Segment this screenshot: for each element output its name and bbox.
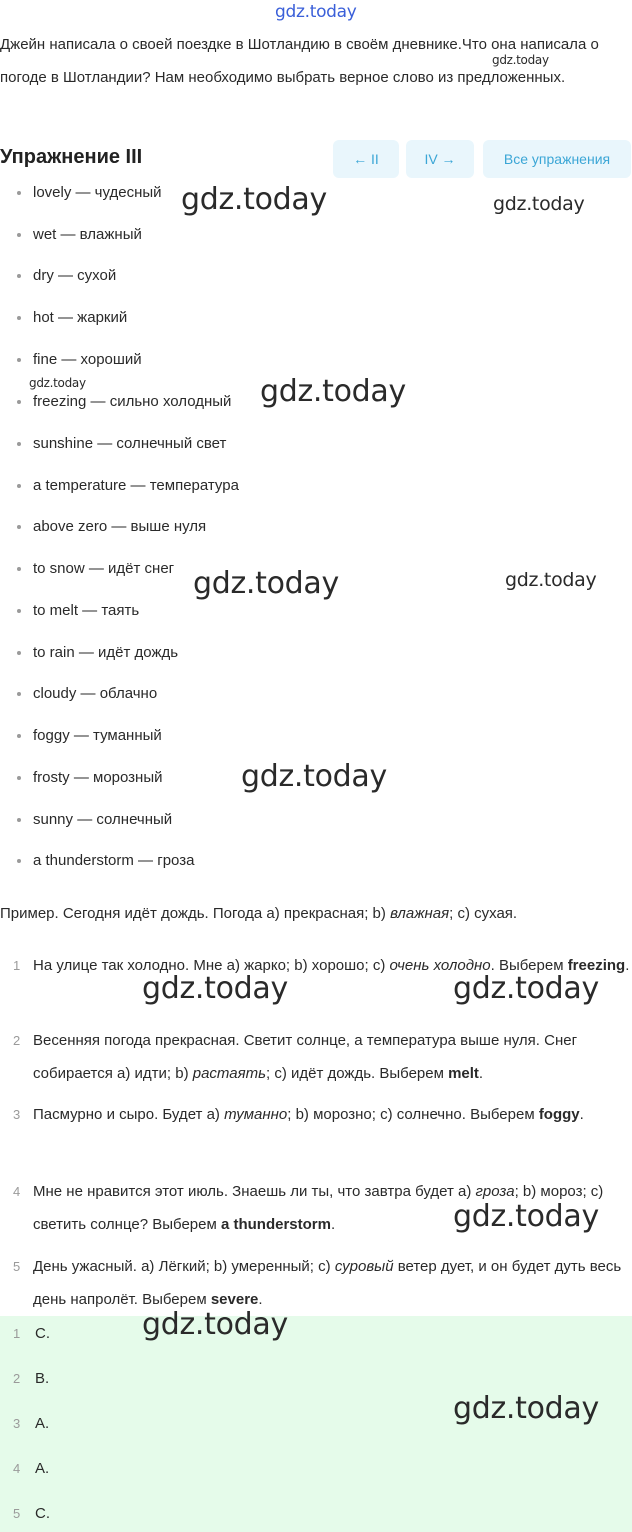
bullet-icon: [17, 400, 21, 404]
watermark: gdz.today: [142, 1307, 288, 1342]
bullet-icon: [17, 191, 21, 195]
task-text: [33, 1250, 630, 1316]
vocab-text: sunny — солнечный: [33, 811, 173, 828]
watermark: gdz.today: [29, 376, 86, 390]
task-italic: очень холодно: [389, 957, 491, 974]
site-logo[interactable]: gdz.today: [275, 2, 357, 22]
answer-text: C.: [35, 1505, 50, 1522]
task-number: 5: [13, 1259, 21, 1274]
answer-number: 3: [13, 1416, 21, 1431]
task-middle: ; c) идёт дождь. Выберем: [265, 1065, 449, 1082]
answer-number: 4: [13, 1461, 21, 1476]
bullet-icon: [17, 567, 21, 571]
vocab-text: cloudy — облачно: [33, 685, 158, 702]
task-after: .: [330, 1216, 336, 1233]
task-after: .: [258, 1291, 263, 1308]
bullet-icon: [17, 358, 21, 362]
vocab-text: to snow — идёт снег: [33, 560, 175, 577]
task-middle: ; b) мороз; c) светить солнце? Выберем: [33, 1183, 604, 1233]
answer-number: 1: [13, 1326, 21, 1341]
vocab-text: a thunderstorm — гроза: [33, 852, 195, 869]
task-number: 4: [13, 1184, 21, 1199]
bullet-icon: [17, 776, 21, 780]
task-before: Весенняя погода прекрасная. Светит солнце, а температура выше нуля. Снег собирается a) идти; b): [33, 1032, 578, 1082]
intro-text: Джейн написала о своей поездке в Шотландию в своём дневнике.Что она написала о погоде в Шотландии? Нам необходимо выбрать верное слово из предложенных.: [0, 36, 599, 86]
watermark: gdz.today: [453, 971, 599, 1006]
vocab-text: to rain — идёт дождь: [33, 644, 179, 661]
task-before: На улице так холодно. Мне a) жарко; b) хорошо; c): [33, 957, 390, 974]
vocab-text: sunshine — солнечный свет: [33, 435, 227, 452]
task-italic: растаять: [192, 1065, 266, 1082]
watermark: gdz.today: [493, 193, 585, 215]
all-exercises-button[interactable]: Все упражнения: [483, 140, 631, 178]
bullet-icon: [17, 651, 21, 655]
watermark: gdz.today: [181, 182, 327, 217]
watermark: gdz.today: [241, 759, 387, 794]
bullet-icon: [17, 274, 21, 278]
task-text: [33, 1024, 630, 1090]
task-text: [33, 1098, 630, 1131]
watermark: gdz.today: [492, 53, 549, 67]
vocab-text: to melt — таять: [33, 602, 140, 619]
answer-text: C.: [35, 1325, 50, 1342]
task-before: День ужасный. a) Лёгкий; b) умеренный; c): [33, 1258, 335, 1275]
example-before: Пример. Сегодня идёт дождь. Погода a) прекрасная; b): [0, 905, 391, 922]
task-number: 2: [13, 1033, 21, 1048]
vocab-text: dry — сухой: [33, 267, 117, 284]
bullet-icon: [17, 484, 21, 488]
task-after: .: [478, 1065, 484, 1082]
vocab-text: wet — влажный: [33, 226, 142, 243]
prev-exercise-button[interactable]: ← II: [333, 140, 399, 178]
example-sentence: [0, 902, 517, 926]
watermark: gdz.today: [505, 569, 597, 591]
bullet-icon: [17, 692, 21, 696]
answer-number: 2: [13, 1371, 21, 1386]
bullet-icon: [17, 609, 21, 613]
answer-text: B.: [35, 1370, 50, 1387]
watermark: gdz.today: [453, 1391, 599, 1426]
bullet-icon: [17, 233, 21, 237]
vocab-text: hot — жаркий: [33, 309, 128, 326]
example-after: ; c) сухая.: [449, 905, 518, 922]
vocab-text: lovely — чудесный: [33, 184, 162, 201]
bullet-icon: [17, 818, 21, 822]
task-answer-word: foggy: [538, 1106, 580, 1123]
task-answer-word: melt: [448, 1065, 479, 1082]
task-after: .: [579, 1106, 584, 1123]
task-answer-word: freezing: [567, 957, 626, 974]
answer-text: A.: [35, 1460, 50, 1477]
vocab-text: foggy — туманный: [33, 727, 162, 744]
watermark: gdz.today: [260, 374, 406, 409]
task-middle: ветер дует, и он будет дуть весь день напролёт. Выберем: [33, 1258, 622, 1308]
vocab-text: frosty — морозный: [33, 769, 163, 786]
watermark: gdz.today: [193, 566, 339, 601]
bullet-icon: [17, 442, 21, 446]
task-before: Мне не нравится этот июль. Знаешь ли ты, что завтра будет a): [33, 1183, 476, 1200]
example-italic: влажная: [390, 905, 450, 922]
vocab-text: freezing — сильно холодный: [33, 393, 232, 410]
answer-text: A.: [35, 1415, 50, 1432]
exercise-title: Упражнение III: [0, 146, 143, 168]
vocab-text: a temperature — температура: [33, 477, 239, 494]
task-before: Пасмурно и сыро. Будет a): [33, 1106, 225, 1123]
next-exercise-button[interactable]: IV →: [406, 140, 474, 178]
task-italic: суровый: [334, 1258, 394, 1275]
task-answer-word: severe: [210, 1291, 259, 1308]
watermark: gdz.today: [453, 1199, 599, 1234]
task-middle: . Выберем: [490, 957, 568, 974]
task-number: 3: [13, 1107, 21, 1122]
task-italic: туманно: [224, 1106, 288, 1123]
task-italic: гроза: [475, 1183, 515, 1200]
answer-number: 5: [13, 1506, 21, 1521]
vocab-text: above zero — выше нуля: [33, 518, 207, 535]
task-after: .: [625, 957, 630, 974]
watermark: gdz.today: [142, 971, 288, 1006]
bullet-icon: [17, 525, 21, 529]
vocab-text: fine — хороший: [33, 351, 142, 368]
task-number: 1: [13, 958, 21, 973]
task-middle: ; b) морозно; c) солнечно. Выберем: [287, 1106, 539, 1123]
bullet-icon: [17, 316, 21, 320]
bullet-icon: [17, 859, 21, 863]
task-answer-word: a thunderstorm: [220, 1216, 331, 1233]
bullet-icon: [17, 734, 21, 738]
